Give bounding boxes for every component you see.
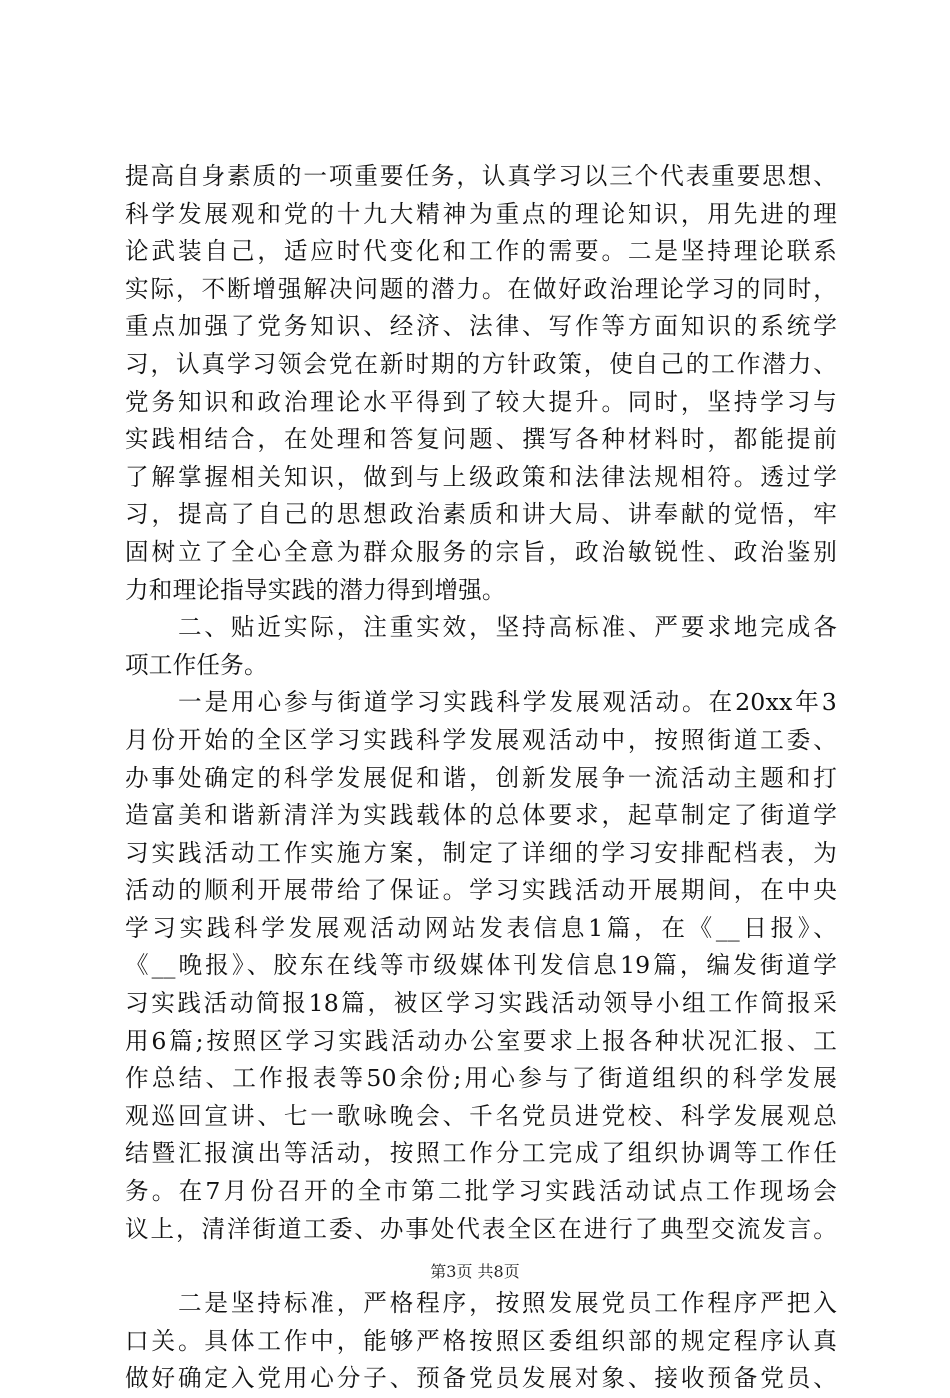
text-line: 办事处确定的科学发展促和谐，创新发展争一流活动主题和打 <box>125 763 837 792</box>
text-line: 力和理论指导实践的潜力得到增强。 <box>125 575 506 604</box>
text-line: 提高自身素质的一项重要任务，认真学习以三个代表重要思想、 <box>125 162 837 190</box>
text-line: 口关。具体工作中，能够严格按照区委组织部的规定程序认真 <box>125 1326 837 1355</box>
text-line: 党务知识和政治理论水平得到了较大提升。同时，坚持学习与 <box>125 387 837 416</box>
text-line: 论武装自己，适应时代变化和工作的需要。二是坚持理论联系 <box>125 237 837 266</box>
text-line: 活动的顺利开展带给了保证。学习实践活动开展期间，在中央 <box>125 876 837 905</box>
text-line: 务。在7月份召开的全市第二批学习实践活动试点工作现场会 <box>125 1177 837 1206</box>
text-line: 议上，清洋街道工委、办事处代表全区在进行了典型交流发言。 <box>125 1214 837 1243</box>
text-line: 习实践活动简报18篇，被区学习实践活动领导小组工作简报采 <box>125 989 837 1018</box>
text-line: 观巡回宣讲、七一歌咏晚会、千名党员进党校、科学发展观总 <box>125 1101 837 1130</box>
text-line: 重点加强了党务知识、经济、法律、写作等方面知识的系统学 <box>125 312 837 341</box>
text-line: 月份开始的全区学习实践科学发展观活动中，按照街道工委、 <box>125 725 837 754</box>
text-line: 学习实践科学发展观活动网站发表信息1篇，在《__日报》、 <box>125 913 837 942</box>
text-line: 了解掌握相关知识，做到与上级政策和法律法规相符。透过学 <box>125 462 837 491</box>
text-line: 实践相结合，在处理和答复问题、撰写各种材料时，都能提前 <box>125 425 837 454</box>
text-line: 二是坚持标准，严格程序，按照发展党员工作程序严把入 <box>125 1289 837 1318</box>
text-line: 实际，不断增强解决问题的潜力。在做好政治理论学习的同时， <box>125 274 837 303</box>
text-line: 固树立了全心全意为群众服务的宗旨，政治敏锐性、政治鉴别 <box>125 537 837 566</box>
text-line: 习，提高了自己的思想政治素质和讲大局、讲奉献的觉悟，牢 <box>125 500 837 529</box>
text-line: 作总结、工作报表等50余份;用心参与了街道组织的科学发展 <box>125 1064 837 1093</box>
page-number-footer: 第3页 共8页 <box>430 1262 520 1281</box>
text-line: 《__晚报》、胶东在线等市级媒体刊发信息19篇，编发街道学 <box>125 951 837 980</box>
text-line: 习实践活动工作实施方案，制定了详细的学习安排配档表，为 <box>125 838 837 867</box>
text-line: 习，认真学习领会党在新时期的方针政策，使自己的工作潜力、 <box>125 349 837 378</box>
section-heading-line: 项工作任务。 <box>125 650 268 679</box>
section-heading-line: 二、贴近实际，注重实效，坚持高标准、严要求地完成各 <box>125 613 837 642</box>
text-line: 结暨汇报演出等活动，按照工作分工完成了组织协调等工作任 <box>125 1139 837 1168</box>
document-body <box>125 158 837 1398</box>
text-line: 一是用心参与街道学习实践科学发展观活动。在20xx年3 <box>125 688 837 717</box>
text-line: 科学发展观和党的十九大精神为重点的理论知识，用先进的理 <box>125 199 837 228</box>
text-line: 造富美和谐新清洋为实践载体的总体要求，起草制定了街道学 <box>125 801 837 830</box>
text-line: 用6篇;按照区学习实践活动办公室要求上报各种状况汇报、工 <box>125 1026 837 1055</box>
text-line: 做好确定入党用心分子、预备党员发展对象、接收预备党员、 <box>125 1364 837 1393</box>
